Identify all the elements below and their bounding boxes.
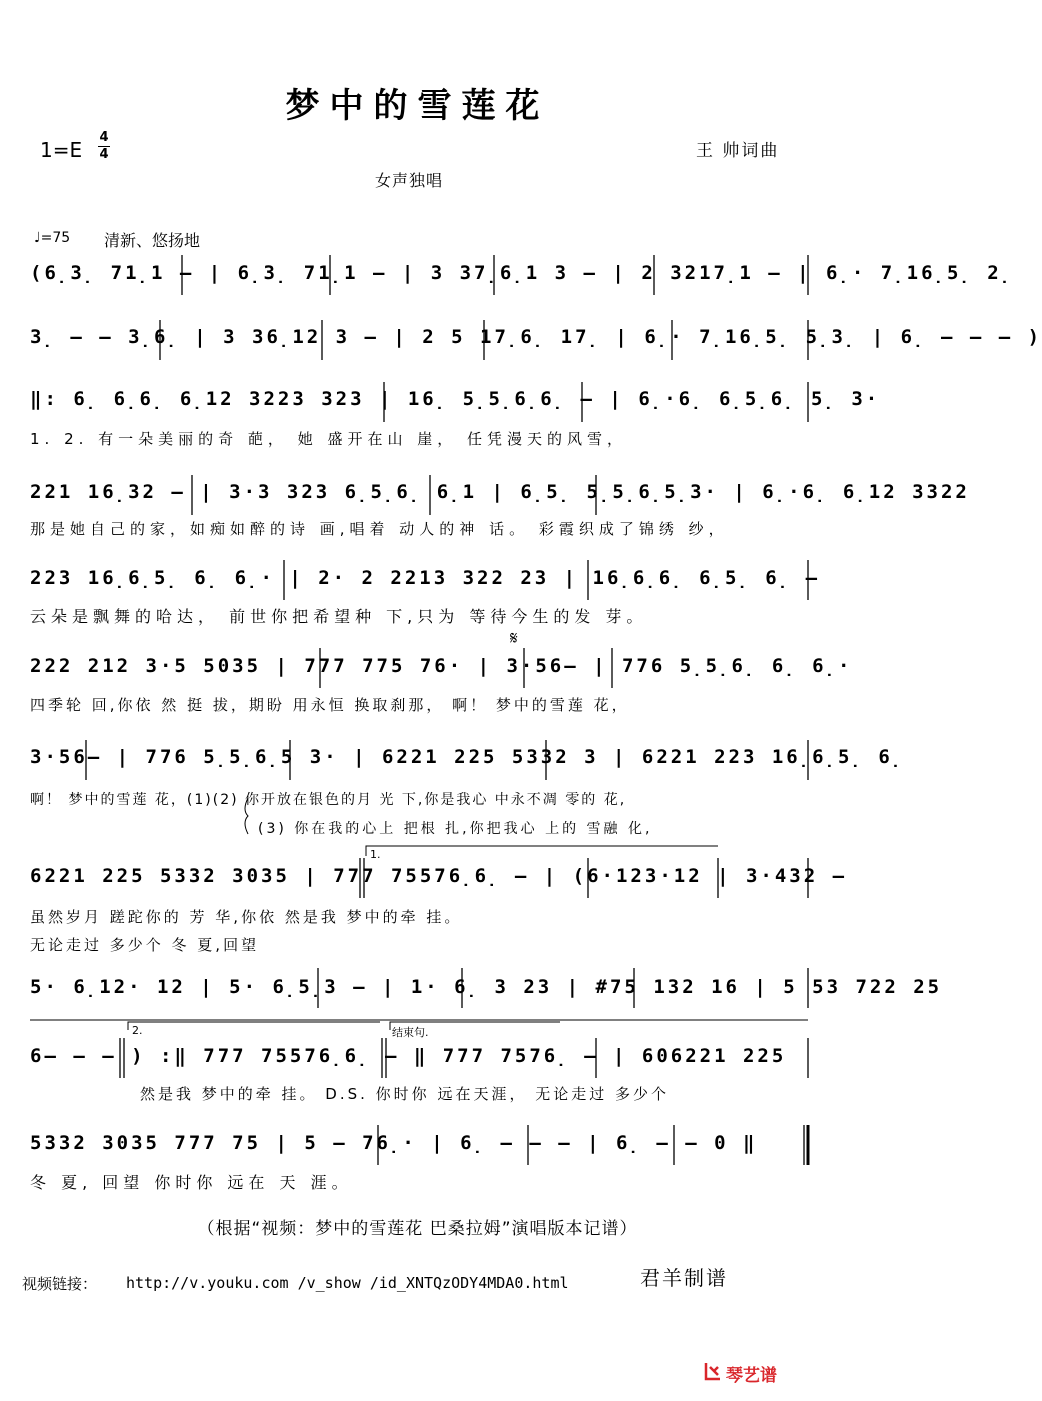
lyric-row: 冬 夏, 回望 你时你 远在 天 涯。: [30, 1173, 353, 1192]
lyric-row: 四季轮 回,你依 然 挺 拔，期盼 用永恒 换取刹那， 啊！ 梦中的雪莲 花，: [30, 696, 630, 714]
volta-1-label: 1.: [370, 848, 381, 861]
video-link[interactable]: http://v.youku.com /v_show /id_XNTQzODY4MDA0.html: [126, 1274, 569, 1292]
lyric-row: 然是我 梦中的牵 挂。 D.S. 你时你 远在天涯， 无论走过 多少个: [140, 1085, 669, 1103]
brand-name: 琴艺谱: [726, 1366, 777, 1386]
notation-row: 6221 225 5332 3035 | 777 75576̣6̣ – | (6·123·12 | 3·432 –: [30, 865, 848, 887]
lyric-row-alt: 无论走过 多少个 冬 夏,回望: [30, 936, 260, 954]
notation-row: ‖: 6̣ 6̣6̣ 6̣12 3223 323 | 16̣ 5̣5̣6̣6̣ – | 6̣·6̣ 6̣5̣6̣ 5̣ 3·: [30, 388, 881, 410]
notation-row: 223 16̣6̣5̣ 6̣ 6̣· | 2· 2 2213 322 23 | 16̣6̣6̣ 6̣5̣ 6̣ –: [30, 567, 821, 589]
time-signature: [98, 131, 110, 162]
composer-credit: 王 帅词曲: [696, 141, 780, 161]
expression-marking: 清新、悠扬地: [104, 231, 201, 250]
volta-2-label: 2.: [132, 1024, 143, 1037]
voice-type: 女声独唱: [375, 171, 444, 190]
tempo-marking: ♩=75: [34, 230, 71, 246]
notation-row: 5332 3035 777 75 | 5 – 76̣· | 6̣ – – – | 6̣ – – 0 ‖: [30, 1132, 758, 1154]
lyric-row-alt: (3) 你在我的心上 把根 扎,你把我心 上的 雪融 化,: [258, 821, 653, 837]
notation-row: 5· 6̣12· 12 | 5· 6̣5̣3 – | 1· 6̣ 3 23 | #75 132 16 | 5 53 722 25: [30, 976, 943, 998]
transcriber-signature: 君羊制谱: [640, 1266, 728, 1290]
lyric-row: 那是她自己的家，如痴如醉的诗 画,唱着 动人的神 话。 彩霞织成了锦绣 纱，: [30, 520, 729, 538]
notation-row: 3·56– | 776 5̣5̣6̣5 3· | 6221 225 5332 3 | 6221 223 16̣6̣5̣ 6̣: [30, 746, 905, 768]
segno-sign: 𝄋: [510, 628, 518, 649]
source-note: （根据“视频：梦中的雪莲花 巴桑拉姆”演唱版本记谱）: [197, 1219, 638, 1239]
notation-row: 221 16̣32 – | 3·3 323 6̣5̣6̣ 6̣1 | 6̣5̣ 5̣5̣6̣5̣3· | 6̣·6̣ 6̣12 3322: [30, 481, 970, 503]
time-denominator: 4: [99, 147, 109, 162]
notation-row: (6̣3̣ 71̣1 – | 6̣3̣ 71̣1 – | 3 37̣6̣1 3 – | 2 3217̣1 – | 6̣· 7̣16̣5̣ 2̣: [30, 262, 1014, 284]
lyric-row: 啊！ 梦中的雪莲 花，(1)(2) 你开放在银色的月 光 下,你是我心 中永不凋 零的 花,: [30, 792, 627, 808]
lyric-row: 云朵是飘舞的哈达， 前世你把希望种 下,只为 等待今生的发 芽。: [30, 607, 648, 626]
key-signature: 1=E: [40, 138, 83, 162]
lyric-row: 1. 2. 有一朵美丽的奇 葩， 她 盛开在山 崖， 任凭漫天的风雪，: [30, 430, 628, 448]
video-link-label: 视频链接：: [22, 1275, 98, 1293]
time-numerator: 4: [99, 130, 109, 145]
notation-row: 222 212 3·5 5035 | 777 775 76· | 3·56– | 776 5̣5̣6̣ 6̣ 6̣·: [30, 655, 853, 677]
ending-label: 结束句.: [392, 1026, 429, 1039]
notation-row: 3̣ – – 3̣6̣ | 3 36̣12 3 – | 2 5 17̣6̣ 17̣ | 6̣· 7̣16̣5̣ 5̣3̣ | 6̣ – – – ): [30, 326, 1042, 348]
lyric-row: 虽然岁月 蹉跎你的 芳 华,你依 然是我 梦中的牵 挂。: [30, 908, 463, 926]
notation-row: 6– – – ) :‖ 777 75576̣6̣ – ‖ 777 7576̣ – | 606221 225: [30, 1045, 787, 1067]
brand-logo-icon: [704, 1361, 722, 1381]
page-title: 梦中的雪莲花: [285, 86, 550, 126]
